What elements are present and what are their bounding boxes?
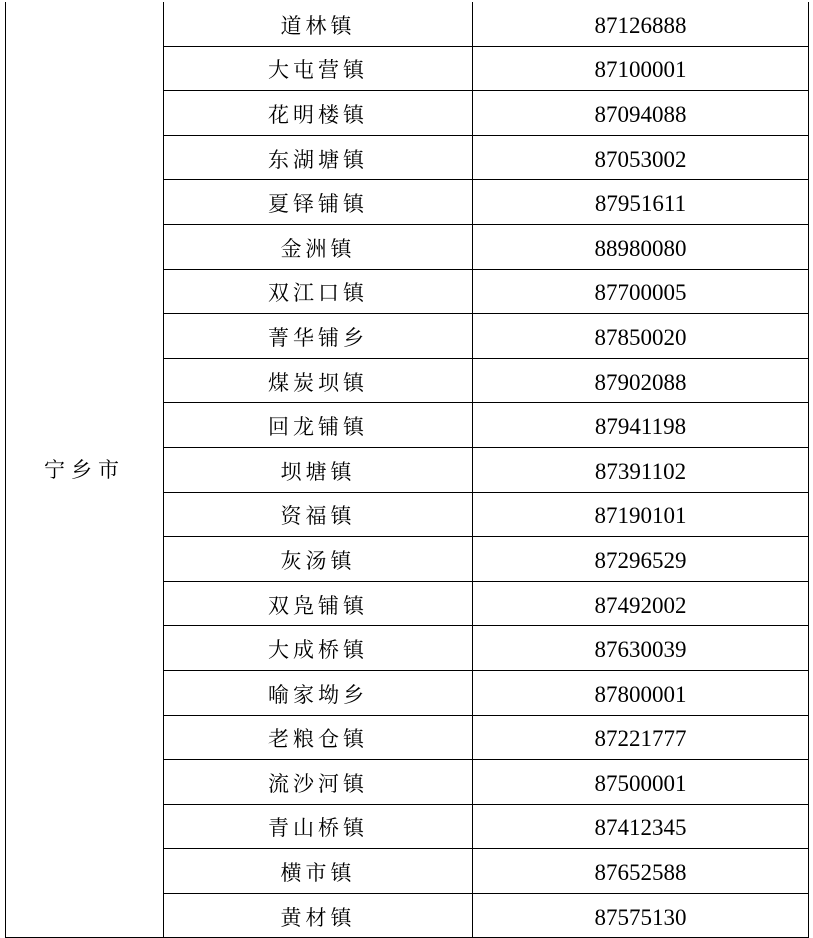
phone-directory-table (5, 2, 809, 938)
phone-cell: 87296529 (473, 537, 809, 582)
town-cell: 双凫铺镇 (164, 581, 473, 626)
phone-cell: 87951611 (473, 180, 809, 225)
phone-cell: 87500001 (473, 760, 809, 805)
town-cell: 道林镇 (164, 2, 473, 46)
table-row (6, 2, 809, 46)
town-cell: 金洲镇 (164, 224, 473, 269)
town-cell: 夏铎铺镇 (164, 180, 473, 225)
phone-directory-sheet (5, 2, 808, 930)
town-cell: 青山桥镇 (164, 804, 473, 849)
phone-cell: 87094088 (473, 91, 809, 136)
town-cell: 资福镇 (164, 492, 473, 537)
phone-cell: 87126888 (473, 2, 809, 46)
town-cell: 黄材镇 (164, 893, 473, 938)
county-cell: 宁乡市 (6, 2, 164, 938)
town-cell: 煤炭坝镇 (164, 358, 473, 403)
phone-cell: 87190101 (473, 492, 809, 537)
phone-cell: 87700005 (473, 269, 809, 314)
town-cell: 菁华铺乡 (164, 314, 473, 359)
phone-cell: 87221777 (473, 715, 809, 760)
phone-cell: 87652588 (473, 849, 809, 894)
phone-cell: 87800001 (473, 670, 809, 715)
phone-cell: 87575130 (473, 893, 809, 938)
phone-cell: 87492002 (473, 581, 809, 626)
town-cell: 东湖塘镇 (164, 135, 473, 180)
phone-cell: 87053002 (473, 135, 809, 180)
phone-cell: 87941198 (473, 403, 809, 448)
phone-cell: 87902088 (473, 358, 809, 403)
town-cell: 大屯营镇 (164, 46, 473, 91)
phone-cell: 87850020 (473, 314, 809, 359)
phone-cell: 88980080 (473, 224, 809, 269)
town-cell: 横市镇 (164, 849, 473, 894)
town-cell: 老粮仓镇 (164, 715, 473, 760)
phone-cell: 87412345 (473, 804, 809, 849)
town-cell: 坝塘镇 (164, 447, 473, 492)
town-cell: 双江口镇 (164, 269, 473, 314)
phone-cell: 87630039 (473, 626, 809, 671)
phone-cell: 87100001 (473, 46, 809, 91)
town-cell: 流沙河镇 (164, 760, 473, 805)
town-cell: 大成桥镇 (164, 626, 473, 671)
town-cell: 回龙铺镇 (164, 403, 473, 448)
phone-cell: 87391102 (473, 447, 809, 492)
town-cell: 灰汤镇 (164, 537, 473, 582)
directory-body (6, 2, 809, 938)
town-cell: 喻家坳乡 (164, 670, 473, 715)
town-cell: 花明楼镇 (164, 91, 473, 136)
